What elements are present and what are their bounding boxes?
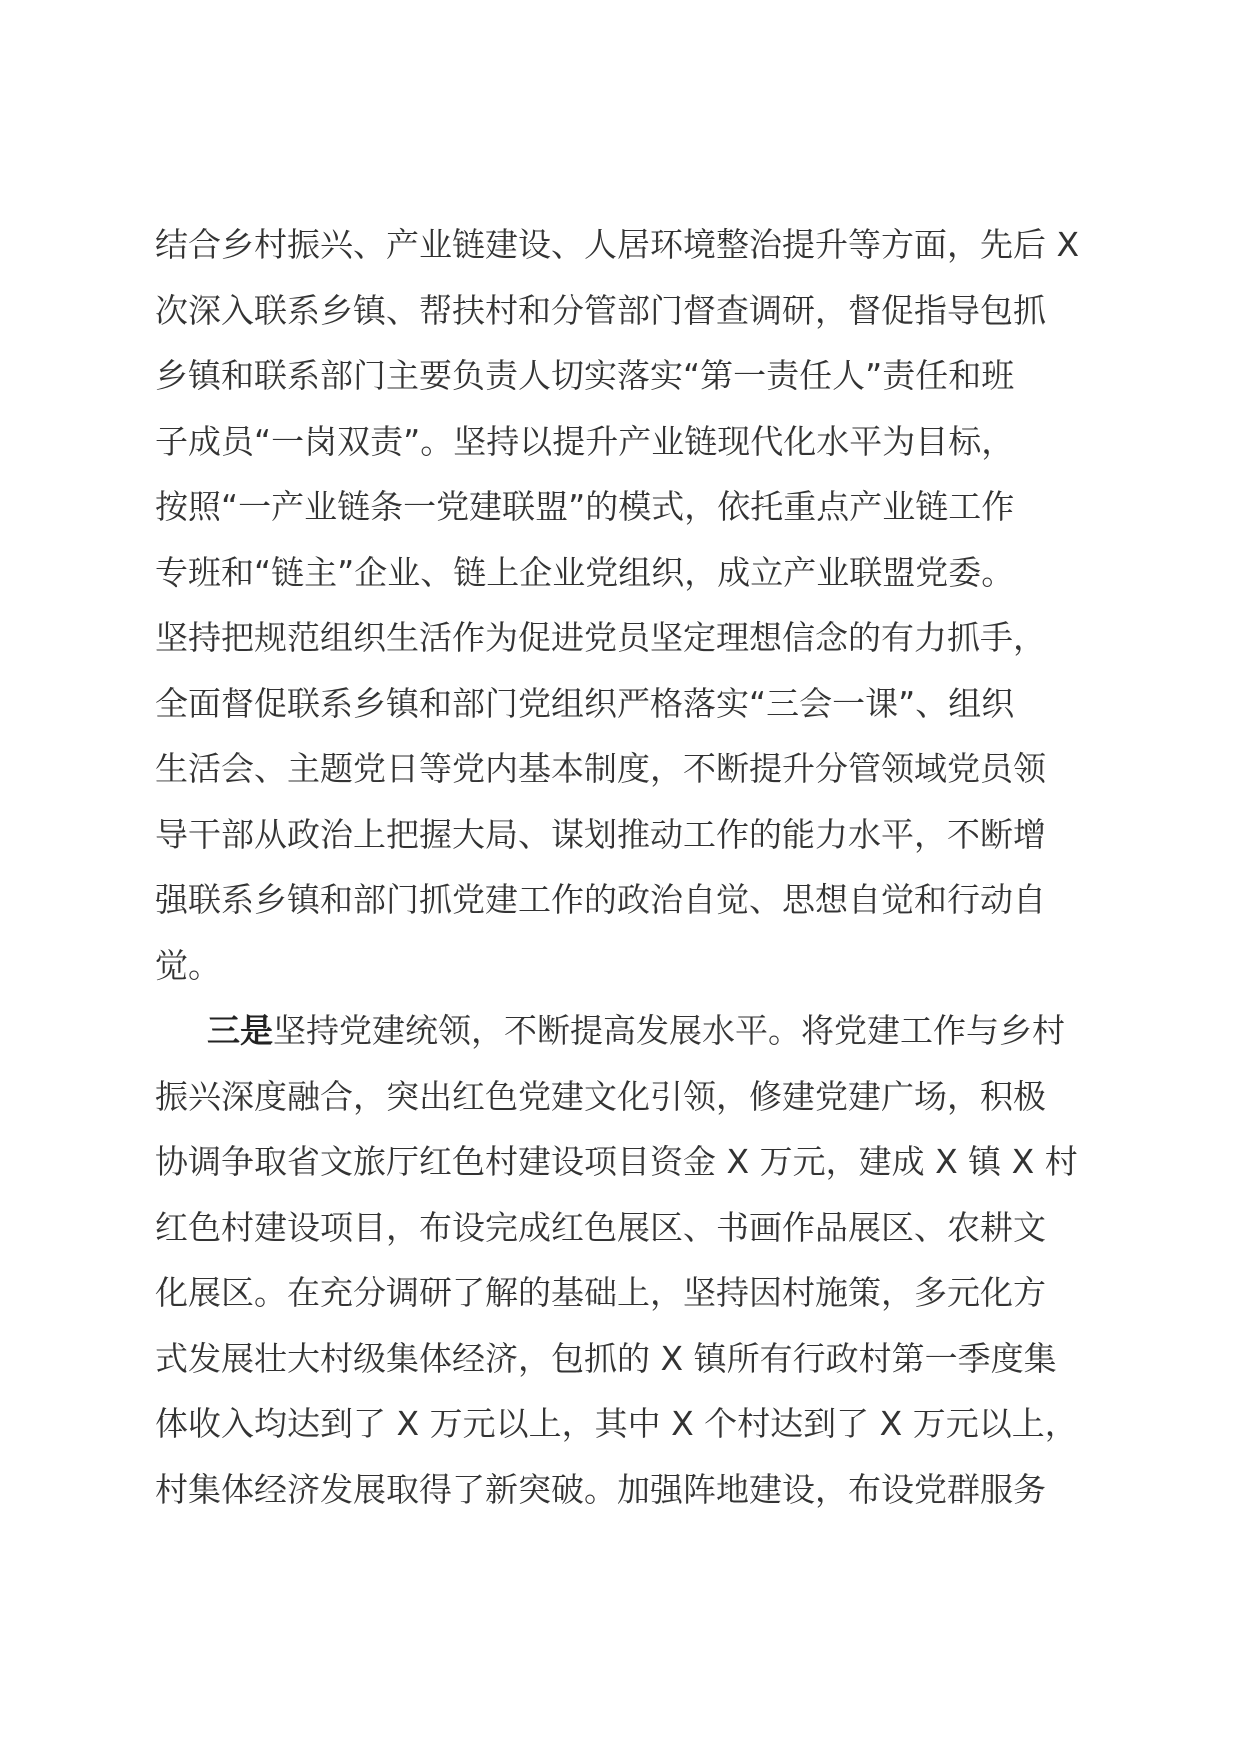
text-line: 化展区。在充分调研了解的基础上，坚持因村施策，多元化方	[155, 1273, 1046, 1312]
text-line: 结合乡村振兴、产业链建设、人居环境整治提升等方面，先后 X	[155, 225, 1080, 264]
text-line: 子成员“一岗双责”。坚持以提升产业链现代化水平为目标，	[155, 421, 1015, 461]
text-line: 式发展壮大村级集体经济，包抓的 X 镇所有行政村第一季度集	[155, 1338, 1057, 1378]
text-line: 生活会、主题党日等党内基本制度，不断提升分管领域党员领	[155, 749, 1046, 788]
text-line: 乡镇和联系部门主要负责人切实落实“第一责任人”责任和班	[155, 356, 1015, 395]
text-line: 协调争取省文旅厅红色村建设项目资金 X 万元，建成 X 镇 X 村	[155, 1142, 1078, 1181]
text-line: 坚持把规范组织生活作为促进党员坚定理想信念的有力抓手，	[155, 618, 1046, 657]
text-line: 专班和“链主”企业、链上企业党组织，成立产业联盟党委。	[155, 552, 1015, 592]
text-line: 次深入联系乡镇、帮扶村和分管部门督查调研，督促指导包抓	[155, 290, 1046, 330]
text-line: 按照“一产业链条一党建联盟”的模式，依托重点产业链工作	[155, 487, 1015, 526]
text-line: 全面督促联系乡镇和部门党组织严格落实“三会一课”、组织	[155, 683, 1015, 723]
paragraph-2	[155, 998, 1095, 1522]
text-line: 体收入均达到了 X 万元以上，其中 X 个村达到了 X 万元以上，	[155, 1404, 1078, 1443]
text-line-rest: 坚持党建统领，不断提高发展水平。将党建工作与乡村	[273, 1011, 1065, 1050]
paragraph-1	[155, 212, 1095, 998]
text-line: 村集体经济发展取得了新突破。加强阵地建设，布设党群服务	[155, 1469, 1046, 1509]
paragraph-lead-label: 三是	[207, 1011, 273, 1050]
text-line: 振兴深度融合，突出红色党建文化引领，修建党建广场，积极	[155, 1076, 1046, 1116]
text-line: 强联系乡镇和部门抓党建工作的政治自觉、思想自觉和行动自	[155, 880, 1046, 919]
text-line: 导干部从政治上把握大局、谋划推动工作的能力水平，不断增	[155, 814, 1046, 854]
text-line: 觉。	[155, 945, 221, 985]
paragraph-first-line	[155, 998, 1095, 1064]
text-line: 红色村建设项目，布设完成红色展区、书画作品展区、农耕文	[155, 1207, 1046, 1247]
